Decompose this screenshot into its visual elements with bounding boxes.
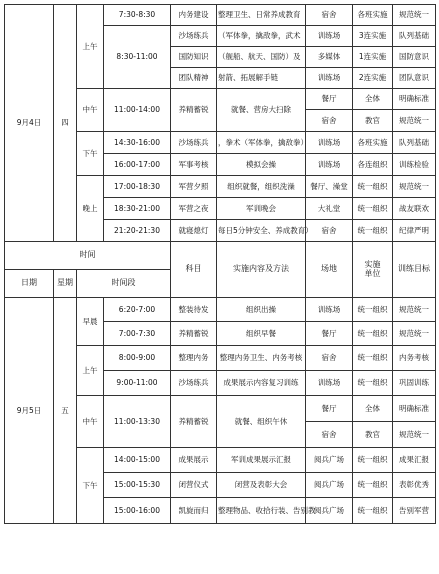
schedule-table: [4, 4, 436, 524]
content-cell: （舰船、航天、国防）及: [217, 47, 306, 68]
time-cell: 15:00-15:30: [104, 473, 171, 498]
date-cell: 9月4日: [5, 5, 54, 242]
goal-cell: 规范统一: [393, 110, 436, 132]
time-cell: 11:00-13:30: [104, 396, 171, 448]
unit-cell: 1连实施: [353, 47, 393, 68]
content-cell: 组织早餐: [217, 322, 306, 346]
subject-cell: 整装待发: [171, 298, 217, 322]
table-header-row: [5, 242, 436, 270]
place-cell: 阅兵广场: [306, 498, 353, 524]
subject-cell: 内务建设: [171, 5, 217, 26]
subject-cell: 成果展示: [171, 448, 217, 473]
place-cell: 训练场: [306, 371, 353, 396]
goal-cell: 规范统一: [393, 322, 436, 346]
place-cell: 大礼堂: [306, 198, 353, 220]
unit-cell: 统一组织: [353, 346, 393, 371]
unit-header: [353, 242, 393, 298]
place-cell: 训练场: [306, 298, 353, 322]
weekday-cell: 五: [54, 298, 77, 524]
content-cell: 就餐、组织午休: [217, 396, 306, 448]
place-cell: 餐厅: [306, 322, 353, 346]
content-cell: 闭营及表彰大会: [217, 473, 306, 498]
content-cell: 整理物品、收拾行装、告别教: [217, 498, 306, 524]
goal-cell: 规范统一: [393, 298, 436, 322]
unit-cell: 统一组织: [353, 448, 393, 473]
period-cell: 晚上: [77, 176, 104, 242]
goal-cell: 明确标准: [393, 89, 436, 110]
subject-cell: 养精蓄锐: [171, 396, 217, 448]
table-row: [5, 298, 436, 322]
goal-cell: 内务考核: [393, 346, 436, 371]
date-header: 日期: [5, 270, 54, 298]
subject-cell: 军营之夜: [171, 198, 217, 220]
place-cell: 训练场: [306, 26, 353, 47]
content-cell: 组织出操: [217, 298, 306, 322]
place-cell: 宿舍: [306, 110, 353, 132]
unit-cell: 2连实施: [353, 68, 393, 89]
goal-cell: 团队意识: [393, 68, 436, 89]
place-cell: 宿舍: [306, 5, 353, 26]
unit-cell: 各班实施: [353, 132, 393, 154]
place-cell: 餐厅: [306, 89, 353, 110]
place-cell: 宿舍: [306, 220, 353, 242]
unit-cell: 教官: [353, 110, 393, 132]
content-cell: 模拟会操: [217, 154, 306, 176]
period-cell: 早晨: [77, 298, 104, 346]
subject-cell: 整理内务: [171, 346, 217, 371]
subject-cell: 团队精神: [171, 68, 217, 89]
subject-cell: 凯旋而归: [171, 498, 217, 524]
time-cell: 8:30-11:00: [104, 26, 171, 89]
place-cell: 阅兵广场: [306, 448, 353, 473]
content-header: 实施内容及方法: [217, 242, 306, 298]
time-cell: 21:20-21:30: [104, 220, 171, 242]
place-cell: 宿舍: [306, 346, 353, 371]
timespan-header: 时间段: [77, 270, 171, 298]
content-cell: 射箭、拓展解手链: [217, 68, 306, 89]
subject-cell: 沙场练兵: [171, 132, 217, 154]
weekday-cell: 四: [54, 5, 77, 242]
place-header: 场地: [306, 242, 353, 298]
time-cell: 14:00-15:00: [104, 448, 171, 473]
time-cell: 9:00-11:00: [104, 371, 171, 396]
goal-cell: 规范统一: [393, 176, 436, 198]
weekday-header: 星期: [54, 270, 77, 298]
period-cell: 下午: [77, 132, 104, 176]
period-cell: 中午: [77, 396, 104, 448]
goal-cell: 表彰优秀: [393, 473, 436, 498]
content-cell: 军训成果展示汇报: [217, 448, 306, 473]
time-group-header: 时间: [5, 242, 171, 270]
goal-cell: 国防意识: [393, 47, 436, 68]
unit-cell: 各连组织: [353, 154, 393, 176]
unit-cell: 教官: [353, 422, 393, 448]
period-cell: 上午: [77, 346, 104, 396]
unit-header-line1: 实施: [364, 260, 381, 270]
date-cell: 9月5日: [5, 298, 54, 524]
subject-cell: 军营夕照: [171, 176, 217, 198]
time-cell: 11:00-14:00: [104, 89, 171, 132]
subject-header: 科目: [171, 242, 217, 298]
unit-cell: 统一组织: [353, 220, 393, 242]
content-cell: 就餐、营房大扫除: [217, 89, 306, 132]
unit-header-line2: 单位: [364, 268, 381, 278]
subject-cell: 养精蓄锐: [171, 322, 217, 346]
goal-cell: 规范统一: [393, 422, 436, 448]
time-cell: 7:00-7:30: [104, 322, 171, 346]
unit-cell: 全体: [353, 396, 393, 422]
content-cell: 军训晚会: [217, 198, 306, 220]
place-cell: 阅兵广场: [306, 473, 353, 498]
goal-cell: 明确标准: [393, 396, 436, 422]
time-cell: 7:30-8:30: [104, 5, 171, 26]
content-cell: 整理卫生、日常养成教育: [217, 5, 306, 26]
place-cell: 宿舍: [306, 422, 353, 448]
subject-cell: 就寝熄灯: [171, 220, 217, 242]
time-cell: 15:00-16:00: [104, 498, 171, 524]
place-cell: 餐厅: [306, 396, 353, 422]
unit-cell: 统一组织: [353, 473, 393, 498]
subject-cell: 沙场练兵: [171, 371, 217, 396]
content-cell: 成果展示内容复习训练: [217, 371, 306, 396]
place-cell: 训练场: [306, 132, 353, 154]
subject-cell: 国防知识: [171, 47, 217, 68]
goal-cell: 队列基础: [393, 26, 436, 47]
content-cell: 整理内务卫生、内务考核: [217, 346, 306, 371]
unit-cell: 各班实施: [353, 5, 393, 26]
subject-cell: 军事考核: [171, 154, 217, 176]
time-cell: 8:00-9:00: [104, 346, 171, 371]
content-cell: 每日5分钟安全、养成教育）: [217, 220, 306, 242]
time-cell: 14:30-16:00: [104, 132, 171, 154]
unit-cell: 全体: [353, 89, 393, 110]
unit-cell: 统一组织: [353, 322, 393, 346]
place-cell: 训练场: [306, 154, 353, 176]
subject-cell: 沙场练兵: [171, 26, 217, 47]
goal-cell: 训练检验: [393, 154, 436, 176]
unit-cell: 统一组织: [353, 298, 393, 322]
goal-cell: 规范统一: [393, 5, 436, 26]
table-row: [5, 5, 436, 26]
time-cell: 18:30-21:00: [104, 198, 171, 220]
unit-cell: 3连实施: [353, 26, 393, 47]
content-cell: （军体拳，擒敌拳，武术: [217, 26, 306, 47]
place-cell: 多媒体: [306, 47, 353, 68]
period-cell: 中午: [77, 89, 104, 132]
unit-cell: 统一组织: [353, 498, 393, 524]
content-cell: 组织就餐，组织洗澡: [217, 176, 306, 198]
subject-cell: 闭营仪式: [171, 473, 217, 498]
goal-cell: 成果汇报: [393, 448, 436, 473]
unit-cell: 统一组织: [353, 198, 393, 220]
goal-cell: 战友联欢: [393, 198, 436, 220]
content-cell: ，拳术（军体拳，擒敌拳）: [217, 132, 306, 154]
time-cell: 6:20-7:00: [104, 298, 171, 322]
period-cell: 上午: [77, 5, 104, 89]
goal-cell: 告别军营: [393, 498, 436, 524]
time-cell: 17:00-18:30: [104, 176, 171, 198]
goal-cell: 队列基础: [393, 132, 436, 154]
goal-cell: 巩固训练: [393, 371, 436, 396]
place-cell: 餐厅、澡堂: [306, 176, 353, 198]
period-cell: 下午: [77, 448, 104, 524]
subject-cell: 养精蓄锐: [171, 89, 217, 132]
unit-cell: 统一组织: [353, 371, 393, 396]
goal-cell: 纪律严明: [393, 220, 436, 242]
place-cell: 训练场: [306, 68, 353, 89]
time-cell: 16:00-17:00: [104, 154, 171, 176]
unit-cell: 统一组织: [353, 176, 393, 198]
goal-header: 训练目标: [393, 242, 436, 298]
